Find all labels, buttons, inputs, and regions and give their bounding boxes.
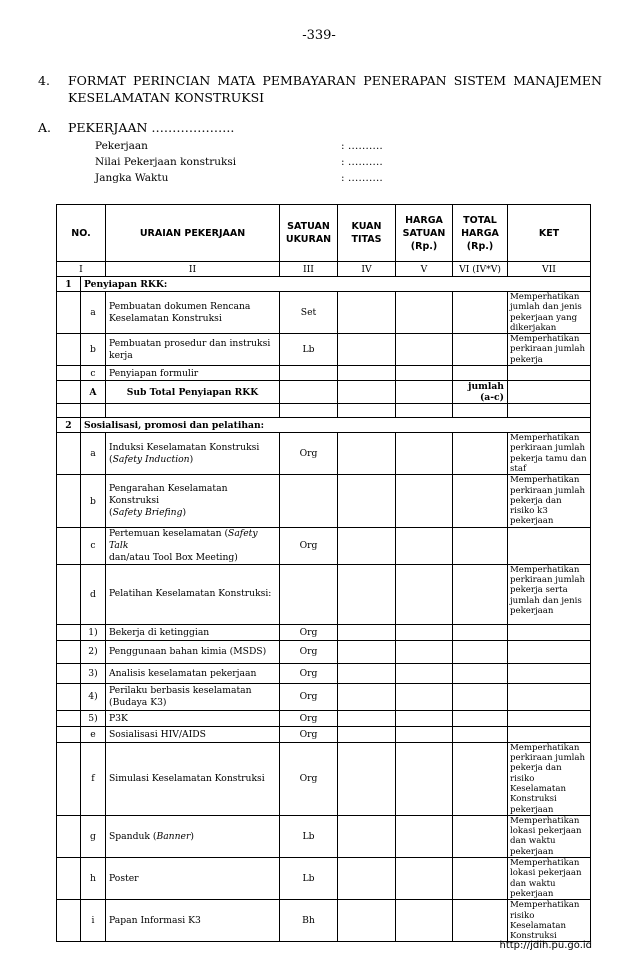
header-kuantitas: KUAN TITAS: [338, 205, 396, 262]
info-value: : ……….: [341, 156, 383, 168]
table-row: [57, 527, 591, 564]
table-header-row: [57, 205, 591, 262]
item-desc: Analisis keselamatan pekerjaan: [106, 663, 280, 683]
item-desc: Perilaku berbasis keselamatan (Budaya K3): [106, 683, 280, 710]
item-sub: f: [81, 742, 106, 815]
heading-number: 4.: [38, 73, 50, 88]
item-desc: P3K: [106, 710, 280, 726]
item-sub: 2): [81, 640, 106, 663]
item-unit: Org: [280, 683, 338, 710]
item-sub: d: [81, 564, 106, 624]
heading-line-1: FORMAT PERINCIAN MATA PEMBAYARAN PENERAPAN SISTEM MANAJEMEN: [68, 73, 602, 88]
item-unit: Org: [280, 624, 338, 640]
item-desc: Papan Informasi K3: [106, 900, 280, 942]
header-uraian: URAIAN PEKERJAAN: [106, 205, 280, 262]
footer-url[interactable]: http://jdih.pu.go.id: [499, 940, 592, 951]
table-row: [57, 710, 591, 726]
subtotal-sub: A: [81, 381, 106, 404]
section-number: 2: [57, 418, 81, 433]
item-sub: i: [81, 900, 106, 942]
subtotal-row: [57, 381, 591, 404]
item-ket: Memperhatikan perkiraan jumlah pekerja: [508, 334, 591, 366]
table-row: [57, 663, 591, 683]
item-sub: 5): [81, 710, 106, 726]
section-a-label: A.: [38, 120, 52, 135]
section-a-text: PEKERJAAN ………………..: [68, 120, 235, 135]
item-unit: Org: [280, 663, 338, 683]
header-total-harga: TOTAL HARGA (Rp.): [453, 205, 508, 262]
item-sub: c: [81, 527, 106, 564]
info-row-nilai: [95, 154, 495, 170]
table-row: [57, 683, 591, 710]
table-row: [57, 433, 591, 475]
item-unit: Org: [280, 640, 338, 663]
item-desc: Pelatihan Keselamatan Konstruksi:: [106, 564, 280, 624]
item-sub: 1): [81, 624, 106, 640]
item-ket: Memperhatikan perkiraan jumlah pekerja dan risiko k3 pekerjaan: [508, 475, 591, 527]
header-harga-satuan: HARGA SATUAN (Rp.): [396, 205, 453, 262]
item-sub: e: [81, 726, 106, 742]
item-sub: a: [81, 433, 106, 475]
item-ket: Memperhatikan lokasi pekerjaan dan waktu pekerjaan: [508, 815, 591, 857]
item-sub: 3): [81, 663, 106, 683]
roman-label: I: [57, 262, 106, 277]
roman-numeral-row: [57, 262, 591, 277]
table-row: [57, 640, 591, 663]
spacer-row: [57, 404, 591, 418]
item-desc: Induksi Keselamatan Konstruksi (Safety Induction): [106, 433, 280, 475]
item-ket: Memperhatikan perkiraan jumlah pekerja tamu dan staf: [508, 433, 591, 475]
item-sub: b: [81, 475, 106, 527]
roman-label: IV: [338, 262, 396, 277]
header-ket: KET: [508, 205, 591, 262]
table-row: [57, 366, 591, 381]
document-heading: [38, 72, 602, 106]
section-number: 1: [57, 277, 81, 292]
item-sub: b: [81, 334, 106, 366]
heading-line-2: KESELAMATAN KONSTRUKSI: [68, 90, 265, 105]
item-unit: Org: [280, 527, 338, 564]
header-satuan: SATUAN UKURAN: [280, 205, 338, 262]
item-desc: Penyiapan formulir: [106, 366, 280, 381]
section-2-header-row: [57, 418, 591, 433]
item-desc: Bekerja di ketinggian: [106, 624, 280, 640]
item-desc: Simulasi Keselamatan Konstruksi: [106, 742, 280, 815]
item-sub: c: [81, 366, 106, 381]
header-no: NO.: [57, 205, 106, 262]
section-title: Penyiapan RKK:: [81, 277, 591, 292]
item-sub: a: [81, 292, 106, 334]
rkk-table: [56, 204, 591, 942]
item-ket: Memperhatikan jumlah dan jenis pekerjaan yang dikerjakan: [508, 292, 591, 334]
info-label: Nilai Pekerjaan konstruksi: [95, 156, 237, 168]
table-row: [57, 742, 591, 815]
item-ket: Memperhatikan perkiraan jumlah pekerja serta jumlah dan jenis pekerjaan: [508, 564, 591, 624]
item-desc: Pembuatan dokumen Rencana Keselamatan Konstruksi: [106, 292, 280, 334]
info-label: Pekerjaan: [95, 140, 148, 152]
page-number: -339-: [302, 28, 336, 43]
item-sub: h: [81, 858, 106, 900]
subtotal-total: jumlah (a-c): [453, 381, 508, 404]
table-row: [57, 900, 591, 942]
item-sub: g: [81, 815, 106, 857]
item-unit: Bh: [280, 900, 338, 942]
item-desc: Sosialisasi HIV/AIDS: [106, 726, 280, 742]
item-unit: Org: [280, 710, 338, 726]
subtotal-label: Sub Total Penyiapan RKK: [106, 381, 280, 404]
info-row-jangka-waktu: [95, 170, 495, 186]
table-row: [57, 475, 591, 527]
section-a-title: [38, 120, 234, 135]
info-row-pekerjaan: [95, 138, 495, 154]
item-sub: 4): [81, 683, 106, 710]
item-unit: Org: [280, 742, 338, 815]
item-ket: Memperhatikan risiko Keselamatan Konstruksi: [508, 900, 591, 942]
item-unit: Lb: [280, 858, 338, 900]
item-unit: Lb: [280, 815, 338, 857]
table-row: [57, 334, 591, 366]
roman-label: VII: [508, 262, 591, 277]
project-info: [95, 138, 495, 186]
table-row: [57, 726, 591, 742]
table-row: [57, 292, 591, 334]
info-label: Jangka Waktu: [95, 172, 169, 184]
roman-label: V: [396, 262, 453, 277]
item-desc: Pertemuan keselamatan (Safety Talk dan/atau Tool Box Meeting): [106, 527, 280, 564]
item-desc: Pengarahan Keselamatan Konstruksi (Safety Briefing): [106, 475, 280, 527]
item-ket: Memperhatikan perkiraan jumlah pekerja dan risiko Keselamatan Konstruksi pekerjaan: [508, 742, 591, 815]
info-value: : ……….: [341, 172, 383, 184]
item-desc: Poster: [106, 858, 280, 900]
table-row: [57, 858, 591, 900]
item-unit: Lb: [280, 334, 338, 366]
section-1-header-row: [57, 277, 591, 292]
item-desc: Pembuatan prosedur dan instruksi kerja: [106, 334, 280, 366]
table-row: [57, 624, 591, 640]
table-row: [57, 815, 591, 857]
table-row: [57, 564, 591, 624]
item-desc: Penggunaan bahan kimia (MSDS): [106, 640, 280, 663]
roman-label: VI (IV*V): [453, 262, 508, 277]
info-value: : ……….: [341, 140, 383, 152]
roman-label: II: [106, 262, 280, 277]
item-desc: Spanduk (Banner): [106, 815, 280, 857]
item-unit: Org: [280, 433, 338, 475]
item-unit: Org: [280, 726, 338, 742]
item-ket: Memperhatikan lokasi pekerjaan dan waktu pekerjaan: [508, 858, 591, 900]
roman-label: III: [280, 262, 338, 277]
section-title: Sosialisasi, promosi dan pelatihan:: [81, 418, 591, 433]
item-unit: Set: [280, 292, 338, 334]
